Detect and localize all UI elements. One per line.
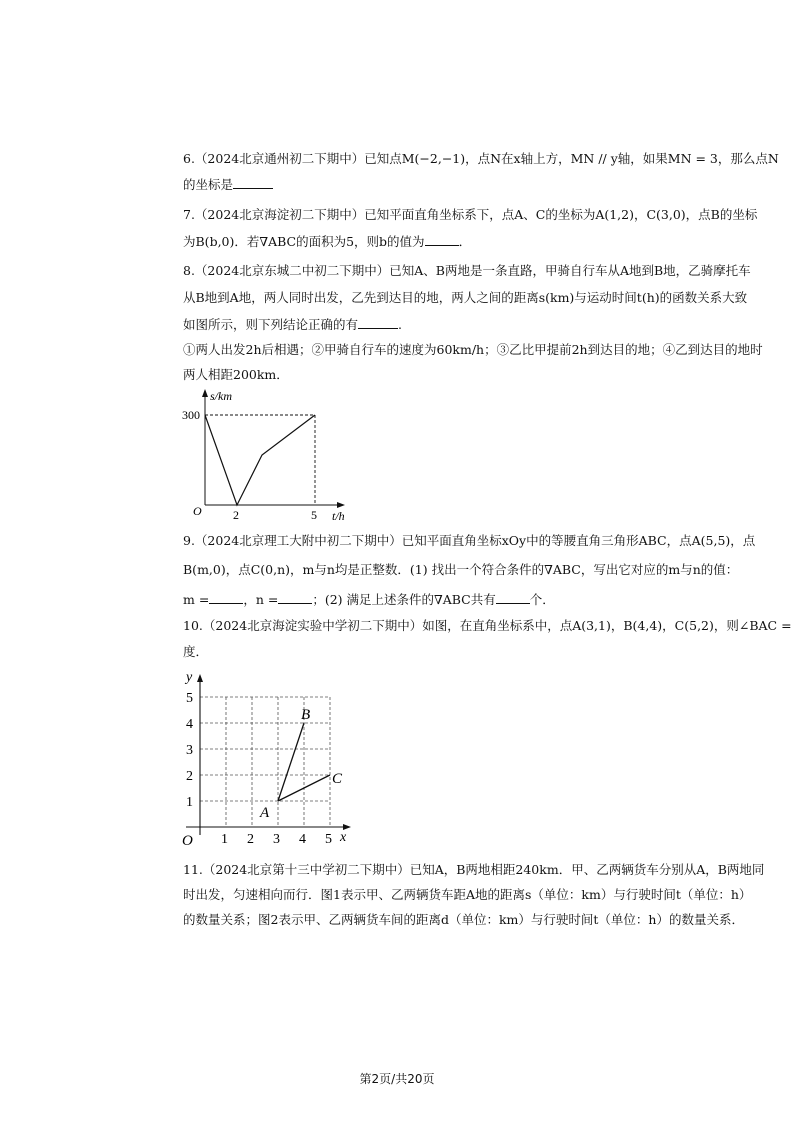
q8-line5: 两人相距200km． (183, 367, 289, 382)
q8-line4: ①两人出发2h后相遇；②甲骑自行车的速度为60km/h；③乙比甲提前2h到达目的地；④乙到达目的地时 (183, 342, 763, 357)
q11-line3: 的数量关系；图2表示甲、乙两辆货车间的距离d（单位：km）与行驶时间t（单位：h）的数量关系． (183, 912, 744, 927)
q10-point-a-label: A (260, 805, 270, 821)
q7-line2-end: ． (458, 234, 472, 249)
q10-x-tick-4: 4 (299, 832, 306, 847)
q8-function-line (205, 415, 315, 505)
q10-line2: 度． (183, 644, 209, 659)
q10-point-b-label: B (301, 707, 311, 723)
q8-y-label: s/km (210, 389, 232, 403)
q10-point-c-label: C (332, 771, 343, 787)
q7-line1: 7.（2024北京海淀初二下期中）已知平面直角坐标系下，点A、C的坐标为A(1,2)，C(3,0)，点B的坐标 (183, 207, 758, 222)
q9-line1: 9.（2024北京理工大附中初二下期中）已知平面直角坐标xOy中的等腰直角三角形ABC，点A(5,5)，点 (183, 533, 756, 548)
q8-x-tick-2: 2 (233, 508, 239, 522)
q10-coordinate-graph (180, 665, 360, 850)
q10-y-tick-1: 1 (186, 795, 193, 810)
q9-count-blank (496, 591, 530, 604)
q7-answer-blank (425, 233, 459, 246)
q9-n-label: ，n = (243, 592, 279, 607)
q9-line2: B(m,0)，点C(0,n)，m与n均是正整数．(1) 找出一个符合条件的∇ABC，写出它对应的m与n的值： (183, 562, 739, 577)
q9-count-end: 个． (529, 592, 555, 607)
q10-line1: 10.（2024北京海淀实验中学初二下期中）如图，在直角坐标系中，点A(3,1)，B(4,4)，C(5,2)，则∠BAC = (183, 618, 792, 633)
q10-y-tick-2: 2 (186, 769, 193, 784)
q8-line1: 8.（2024北京东城二中初二下期中）已知A、B两地是一条直路，甲骑自行车从A地到B地，乙骑摩托车 (183, 263, 751, 278)
q10-y-tick-3: 3 (186, 743, 193, 758)
page-footer: 第2页/共20页 (359, 1072, 435, 1086)
q9-count-text: ；(2) 满足上述条件的∇ABC共有 (312, 592, 496, 607)
q9-m-label: m = (183, 592, 210, 607)
q10-y-axis-label: y (186, 670, 193, 685)
q8-x-tick-5: 5 (311, 508, 317, 522)
q8-line3-end: . (398, 317, 402, 332)
q6-line2-text: 的坐标是 (183, 177, 234, 192)
q10-x-axis-label: x (340, 830, 347, 845)
q8-answer-blank (358, 316, 398, 329)
q9-line3 (183, 591, 555, 609)
q6-line1: 6.（2024北京通州初二下期中）已知点M(−2,−1)，点N在x轴上方，MN // y轴，如果MN = 3，那么点N (183, 151, 779, 166)
q10-origin: O (182, 833, 193, 849)
q6-line2 (183, 176, 273, 194)
q8-line3-text: 如图所示，则下列结论正确的有 (183, 317, 359, 332)
q8-origin: O (193, 504, 202, 518)
q10-y-axis-arrow (197, 674, 203, 682)
q11-line2: 时出发，匀速相向而行．图1表示甲、乙两辆货车距A地的距离s（单位：km）与行驶时间t（单位：h） (183, 887, 752, 902)
q10-x-tick-3: 3 (273, 832, 280, 847)
q10-y-tick-5: 5 (186, 691, 193, 706)
q10-x-tick-1: 1 (221, 832, 228, 847)
q8-line2: 从B地到A地，两人同时出发，乙先到达目的地，两人之间的距离s(km)与运动时间t(h)的函数关系大致 (183, 290, 748, 305)
q8-y-tick-300: 300 (182, 408, 200, 422)
q11-line1: 11.（2024北京第十三中学初二下期中）已知A，B两地相距240km．甲、乙两辆货车分别从A，B两地同 (183, 862, 765, 877)
q8-x-label: t/h (332, 509, 345, 523)
q10-x-tick-2: 2 (247, 832, 254, 847)
q10-x-tick-5: 5 (325, 832, 332, 847)
q8-line3 (183, 316, 402, 334)
q8-y-axis-arrow (202, 389, 208, 397)
q7-line2-text: 为B(b,0)．若∇ABC的面积为5，则b的值为 (183, 234, 425, 249)
q9-n-blank (278, 591, 312, 604)
q10-y-tick-4: 4 (186, 717, 193, 732)
q8-distance-time-graph (180, 385, 360, 525)
q9-m-blank (209, 591, 243, 604)
q6-answer-blank (233, 176, 273, 189)
q8-x-axis-arrow (337, 502, 345, 508)
q7-line2 (183, 233, 471, 251)
